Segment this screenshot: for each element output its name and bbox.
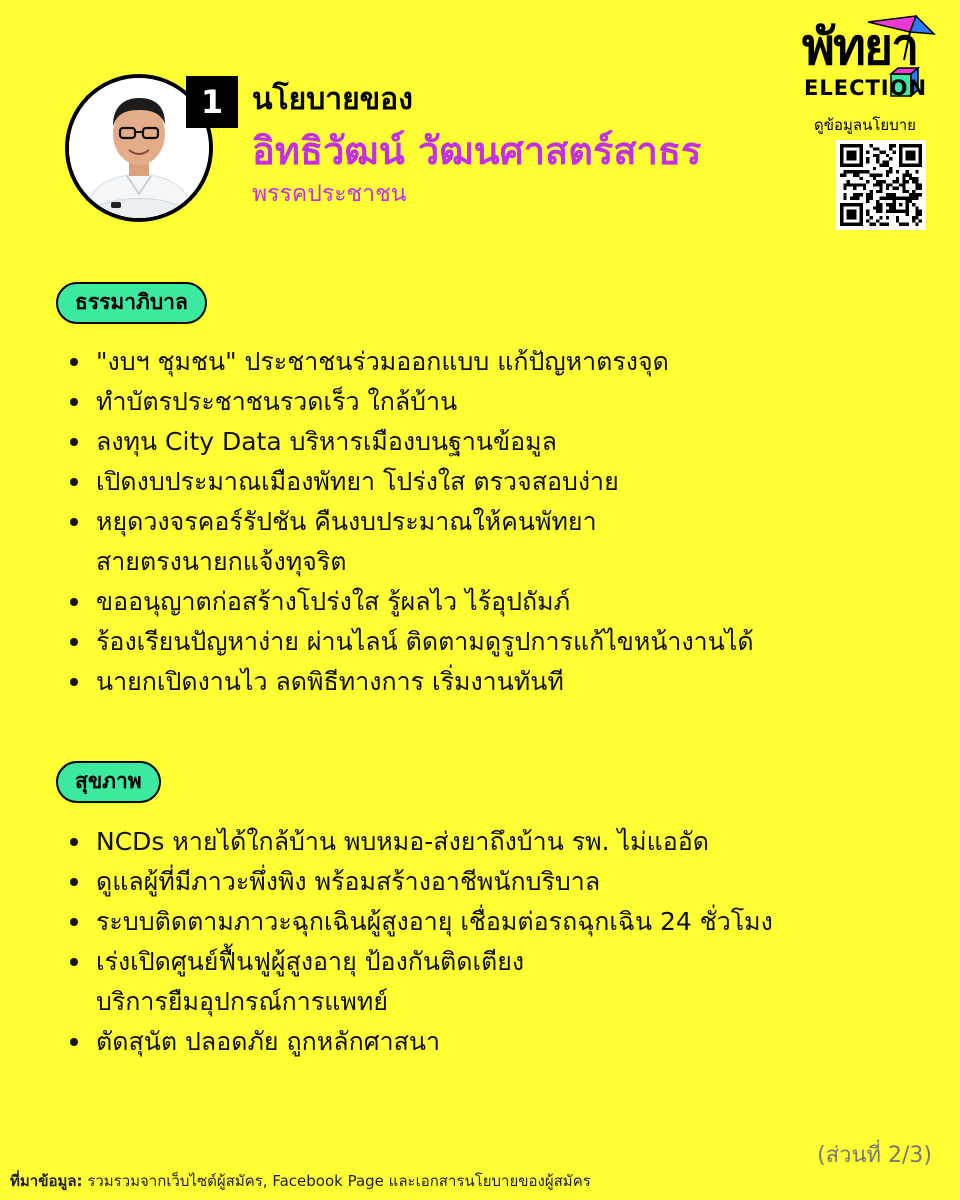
bullet-icon: [70, 598, 78, 606]
policy-item: [68, 582, 754, 622]
policy-item-text: เร่งเปิดศูนย์ฟื้นฟูผู้สูงอายุ ป้องกันติดเตียง: [96, 947, 525, 976]
bullet-icon: [70, 438, 78, 446]
policy-item: [68, 662, 754, 702]
policy-item-text: ร้องเรียนปัญหาง่าย ผ่านไลน์ ติดตามดูรูปการแก้ไขหน้างานได้: [96, 627, 754, 656]
qr-label: ดูข้อมูลนโยบาย: [814, 116, 916, 134]
policy-item-text: ลงทุน City Data บริหารเมืองบนฐานข้อมูล: [96, 427, 557, 456]
policy-item: [68, 1022, 773, 1062]
policy-item-text: ขออนุญาตก่อสร้างโปร่งใส รู้ผลไว ไร้อุปถัมภ์: [96, 587, 571, 616]
policy-item: [68, 942, 773, 1022]
section-title-health: สุขภาพ: [56, 761, 161, 803]
health-policy-list: [68, 822, 773, 1062]
election-logo: [798, 14, 944, 108]
bullet-icon: [70, 918, 78, 926]
qr-pattern: [840, 144, 922, 226]
policy-item-text: ระบบติดตามภาวะฉุกเฉินผู้สูงอายุ เชื่อมต่อรถฉุกเฉิน 24 ชั่วโมง: [96, 907, 773, 936]
logo-wordmark: พัทยา: [802, 18, 918, 76]
part-indicator: (ส่วนที่ 2/3): [817, 1143, 932, 1168]
policy-item-text: นายกเปิดงานไว ลดพิธีทางการ เริ่มงานทันที: [96, 667, 564, 696]
policy-item-text: NCDs หายได้ใกล้บ้าน พบหมอ-ส่งยาถึงบ้าน รพ. ไม่แออัด: [96, 827, 709, 856]
bullet-icon: [70, 638, 78, 646]
policy-item: [68, 822, 773, 862]
section-title-governance: ธรรมาภิบาล: [56, 282, 207, 324]
policy-item-text: หยุดวงจรคอร์รัปชัน คืนงบประมาณให้คนพัทยา: [96, 507, 597, 536]
source-label: ที่มาข้อมูล:: [10, 1172, 83, 1190]
policy-item-text: ดูแลผู้ที่มีภาวะพึ่งพิง พร้อมสร้างอาชีพนักบริบาล: [96, 867, 601, 896]
policy-item: [68, 862, 773, 902]
policy-item-text: เปิดงบประมาณเมืองพัทยา โปร่งใส ตรวจสอบง่าย: [96, 467, 619, 496]
policy-item-text: ตัดสุนัต ปลอดภัย ถูกหลักศาสนา: [96, 1027, 441, 1056]
policy-item-text: บริการยืมอุปกรณ์การแพทย์: [96, 987, 388, 1016]
bullet-icon: [70, 358, 78, 366]
policy-item: [68, 622, 754, 662]
governance-policy-list: [68, 342, 754, 702]
qr-code-icon[interactable]: [836, 140, 926, 230]
candidate-name: อิทธิวัฒน์ วัฒนศาสตร์สาธร: [252, 129, 702, 173]
policy-item: [68, 502, 754, 582]
bullet-icon: [70, 878, 78, 886]
source-note: [10, 1168, 591, 1194]
policy-item: [68, 902, 773, 942]
page-headline: นโยบายของ: [252, 82, 413, 117]
bullet-icon: [70, 838, 78, 846]
candidate-number-badge: 1: [186, 76, 238, 128]
policy-item: [68, 462, 754, 502]
bullet-icon: [70, 398, 78, 406]
logo-subtitle: ELECTION: [804, 76, 928, 100]
bullet-icon: [70, 678, 78, 686]
bullet-icon: [70, 1038, 78, 1046]
policy-item: [68, 422, 754, 462]
source-text: รวมรวมจากเว็บไซต์ผู้สมัคร, Facebook Page และเอกสารนโยบายของผู้สมัคร: [82, 1172, 591, 1190]
bullet-icon: [70, 518, 78, 526]
policy-item-text: "งบฯ ชุมชน" ประชาชนร่วมออกแบบ แก้ปัญหาตรงจุด: [96, 347, 669, 376]
policy-item-text: สายตรงนายกแจ้งทุจริต: [96, 547, 347, 576]
party-name: พรรคประชาชน: [252, 181, 407, 207]
bullet-icon: [70, 478, 78, 486]
policy-item-text: ทำบัตรประชาชนรวดเร็ว ใกล้บ้าน: [96, 387, 458, 416]
policy-item: [68, 342, 754, 382]
bullet-icon: [70, 958, 78, 966]
policy-item: [68, 382, 754, 422]
